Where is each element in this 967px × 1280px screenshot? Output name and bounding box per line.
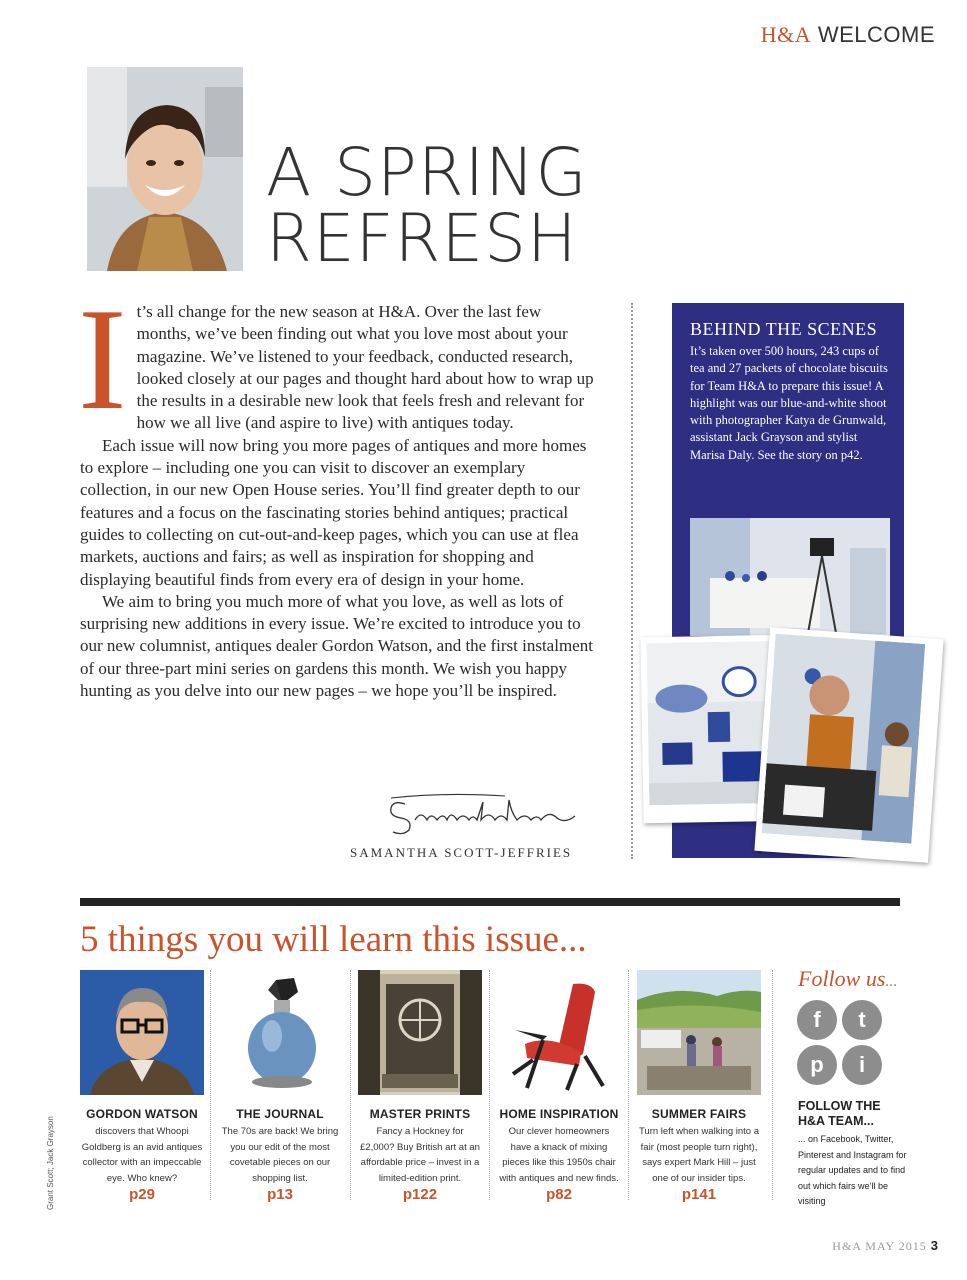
paragraph-1 [78,278,595,440]
editor-portrait [87,67,243,271]
thing-page-link[interactable]: p13 [267,1186,293,1203]
gordon-watson-illustration [80,970,204,1095]
follow-title [798,966,897,992]
dropcap: I [78,278,127,440]
thing-title: MASTER PRINTS [369,1107,471,1121]
column-divider [631,303,633,859]
folio [832,1238,939,1254]
thing-title: GORDON WATSON [86,1107,198,1121]
shoot-photo-team [754,627,943,863]
thing-item [637,970,761,1203]
editor-letter [78,278,595,702]
follow-text: ... on Facebook, Twitter, Pinterest and Instagram for regular updates and to find out which fairs we’ll be visiting [798,1134,907,1206]
shoot-photo-set [690,518,890,636]
author-name: SAMANTHA SCOTT-JEFFRIES [350,845,573,860]
thing-title: HOME INSPIRATION [499,1107,619,1121]
thing-description: Our clever homeowners have a knack of mixing pieces like this 1950s chair with antiques and new finds. [499,1126,619,1184]
pinterest-icon[interactable]: p [797,1045,837,1085]
thing-item [358,970,482,1203]
thing-item [80,970,204,1203]
section-label: WELCOME [817,22,935,47]
behind-scenes-text: It’s taken over 500 hours, 243 cups of tea and 27 packets of chocolate biscuits for Team H&A to prepare this issue! A highlight was our blue-and-white shoot with photographer Katya de Grunwald, assistant Jack Grayson and stylist Marisa Daly. See the story on p42. [690,344,888,462]
thing-description: Fancy a Hockney for £2,000? Buy British art at an affordable price – invest in a limited-edition print. [360,1126,480,1184]
follow-title-ellipsis: ... [885,973,898,990]
follow-heading: FOLLOW THE H&A TEAM... [798,1099,881,1128]
soda-siphon-image [218,970,342,1095]
thing-description: Turn left when walking into a fair (most people turn right), says expert Mark Hill – just one of our insider tips. [638,1126,760,1184]
thing-title: THE JOURNAL [236,1107,324,1121]
title-line-1: A SPRING [266,134,588,211]
thing-page-link[interactable]: p141 [681,1186,717,1203]
summer-fair-image [637,970,761,1095]
brand-mark: H&A [760,22,812,47]
page-number: 3 [930,1238,939,1253]
column-separator [628,970,629,1200]
title-line-2: REFRESH [266,200,578,277]
thing-title: SUMMER FAIRS [651,1107,747,1121]
follow-title-text: Follow us [798,966,886,991]
folio-issue: H&A MAY 2015 [832,1239,927,1253]
thing-item [218,970,342,1203]
thing-description: discovers that Whoopi Goldberg is an avid antiques collector with an impeccable eye. Who knew? [81,1126,203,1184]
section-rule [80,898,900,906]
paragraph-2: Each issue will now bring you more pages of antiques and more homes to explore – including one you can visit to discover an exemplary collection, in our new Open House series. You’ll find greater depth to our features and a focus on the fascinating stories behind antiques; practical guides to collecting on cut-out-and-keep pages, which you can use at flea markets, auctions and fairs; as well as inspiration for shopping and displaying beautiful finds from every era of design in your home. [80,435,587,589]
column-separator [489,970,490,1200]
signature [385,790,600,843]
column-separator [772,970,773,1200]
behind-scenes-title: BEHIND THE SCENES [690,319,878,339]
thing-page-link[interactable]: p82 [546,1186,572,1203]
column-separator [350,970,351,1200]
paragraph-1-text: t’s all change for the new season at H&A. Over the last few months, we’ve been finding out what you love most about your magazine. We’ve listened to your feedback, conducted research, looked closely at our pages and thought hard about how to wrap up the results in a desirable new look that feels fresh and relevant for how we all live (and aspire to live) with antiques today. [136,302,594,433]
master-print-image [358,970,482,1095]
thing-page-link[interactable]: p29 [129,1186,155,1203]
facebook-icon[interactable]: f [797,1000,837,1040]
photo-credit: Grant Scott; Jack Grayson [46,1116,55,1210]
red-chair-image [497,970,621,1095]
instagram-icon[interactable]: i [842,1045,882,1085]
section-tag [761,22,935,48]
thing-page-link[interactable]: p122 [402,1186,438,1203]
things-heading: 5 things you will learn this issue... [80,919,587,960]
thing-description: The 70s are back! We bring you our edit of the most covetable pieces on our shopping list. [221,1126,339,1184]
thing-item [497,970,621,1203]
column-separator [210,970,211,1200]
twitter-icon[interactable]: t [842,1000,882,1040]
paragraph-3: We aim to bring you much more of what you love, as well as lots of surprising new additions in every issue. We’re excited to introduce you to our new columnist, antiques dealer Gordon Watson, and the first instalment of our three-part mini series on gardens this month. We wish you happy hunting as you delve into our new pages – we hope you’ll be inspired. [80,591,593,701]
page-title [266,134,588,277]
